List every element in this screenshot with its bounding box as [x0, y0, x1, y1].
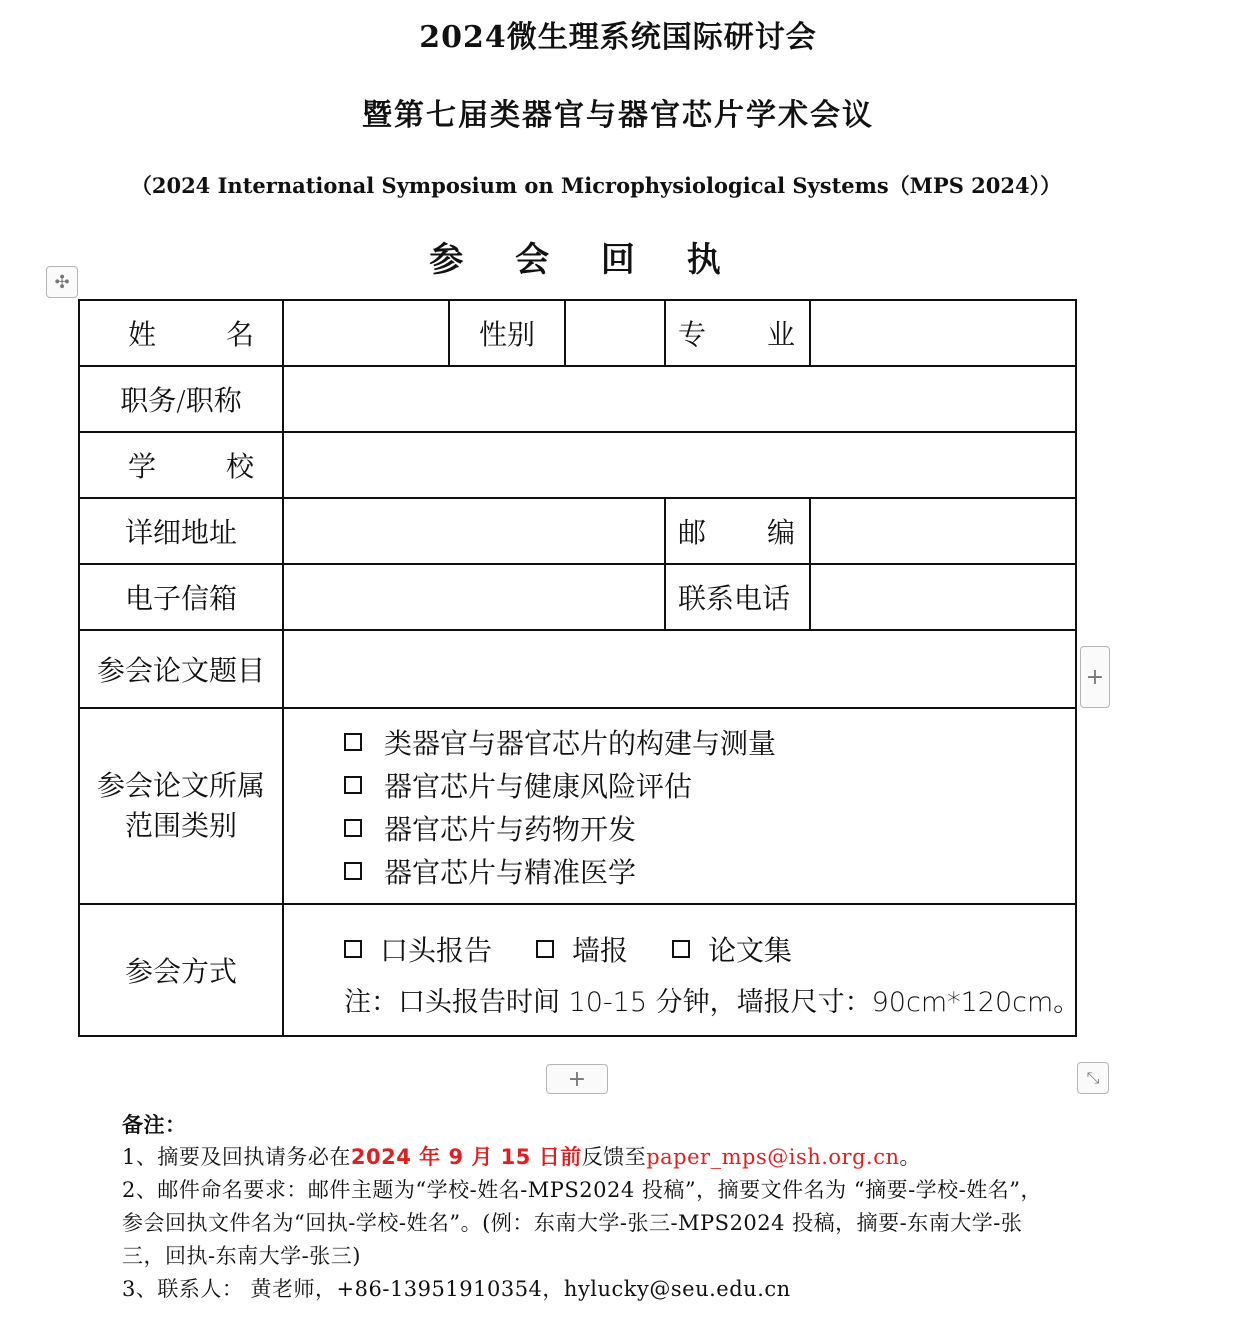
remarks-line-1: 1、摘要及回执请务必在2024 年 9 月 15 日前反馈至paper_mps@ish.org.cn。 — [122, 1145, 922, 1169]
school-field[interactable] — [283, 432, 1076, 498]
method-option-oral[interactable]: 口头报告 — [344, 929, 492, 969]
category-options — [283, 708, 1076, 904]
category-option[interactable]: 器官芯片与精准医学 — [344, 849, 1075, 892]
email-field[interactable] — [283, 564, 665, 630]
conference-subtitle-cn: 暨第七届类器官与器官芯片学术会议 — [362, 98, 874, 133]
major-label: 专 业 — [665, 300, 810, 366]
gender-label: 性别 — [449, 300, 565, 366]
paper-title-field[interactable] — [283, 630, 1076, 708]
method-option-proceedings[interactable]: 论文集 — [672, 929, 792, 969]
form-title: 参 会 回 执 — [429, 240, 727, 280]
postcode-field[interactable] — [810, 498, 1076, 564]
email-label: 电子信箱 — [79, 564, 283, 630]
table-row — [79, 432, 1076, 498]
name-label: 姓 名 — [79, 300, 283, 366]
category-option[interactable]: 器官芯片与健康风险评估 — [344, 763, 1075, 806]
add-row-button[interactable]: + — [546, 1064, 608, 1094]
add-column-button[interactable]: + — [1080, 646, 1110, 708]
gender-field[interactable] — [565, 300, 665, 366]
table-row — [79, 708, 1076, 904]
category-option[interactable]: 类器官与器官芯片的构建与测量 — [344, 720, 1075, 763]
table-resize-handle-icon[interactable]: ⤡ — [1077, 1062, 1109, 1094]
checkbox-icon[interactable] — [344, 733, 362, 751]
remarks-line-3: 3、联系人： 黄老师，+86-13951910354，hylucky@seu.edu.cn — [122, 1277, 791, 1301]
table-row — [79, 630, 1076, 708]
remarks-line-2: 2、邮件命名要求：邮件主题为“学校-姓名-MPS2024 投稿”，摘要文件名为 “摘要-学校-姓名”，参会回执文件名为“回执-学校-姓名”。(例：东南大学-张三-MPS2024 投稿，摘要-东南大学-张三，回执-东南大学-张三) — [122, 1178, 1042, 1268]
table-row — [79, 564, 1076, 630]
address-field[interactable] — [283, 498, 665, 564]
checkbox-icon[interactable] — [344, 776, 362, 794]
conference-subtitle-en: （2024 International Symposium on Microphysiological Systems（MPS 2024）） — [130, 173, 1062, 198]
table-row — [79, 498, 1076, 564]
name-field[interactable] — [283, 300, 449, 366]
checkbox-icon[interactable] — [344, 819, 362, 837]
method-note: 注：口头报告时间 10-15 分钟，墙报尺寸：90cm*120cm。 — [344, 986, 1081, 1018]
checkbox-icon[interactable] — [536, 940, 554, 958]
remarks-heading: 备注： — [122, 1112, 187, 1137]
category-label: 参会论文所属范围类别 — [79, 708, 283, 904]
phone-label: 联系电话 — [665, 564, 810, 630]
submission-email-link[interactable]: paper_mps@ish.org.cn — [646, 1145, 900, 1169]
category-option[interactable]: 器官芯片与药物开发 — [344, 806, 1075, 849]
method-option-poster[interactable]: 墙报 — [536, 929, 628, 969]
major-field[interactable] — [810, 300, 1076, 366]
position-field[interactable] — [283, 366, 1076, 432]
checkbox-icon[interactable] — [344, 862, 362, 880]
method-options — [283, 904, 1081, 1036]
checkbox-icon[interactable] — [344, 940, 362, 958]
table-row — [79, 300, 1076, 366]
checkbox-icon[interactable] — [672, 940, 690, 958]
conference-title: 2024微生理系统国际研讨会 — [419, 20, 817, 55]
address-label: 详细地址 — [79, 498, 283, 564]
position-label: 职务/职称 — [79, 366, 283, 432]
phone-field[interactable] — [810, 564, 1076, 630]
remarks — [122, 1108, 1052, 1306]
school-label: 学 校 — [79, 432, 283, 498]
paper-title-label: 参会论文题目 — [79, 630, 283, 708]
registration-table — [78, 299, 1081, 1037]
postcode-label: 邮 编 — [665, 498, 810, 564]
table-move-handle-icon[interactable]: ✣ — [46, 266, 78, 298]
deadline: 2024 年 9 月 15 日前 — [350, 1145, 582, 1169]
table-row — [79, 366, 1076, 432]
method-label: 参会方式 — [79, 904, 283, 1036]
table-row — [79, 904, 1076, 1036]
